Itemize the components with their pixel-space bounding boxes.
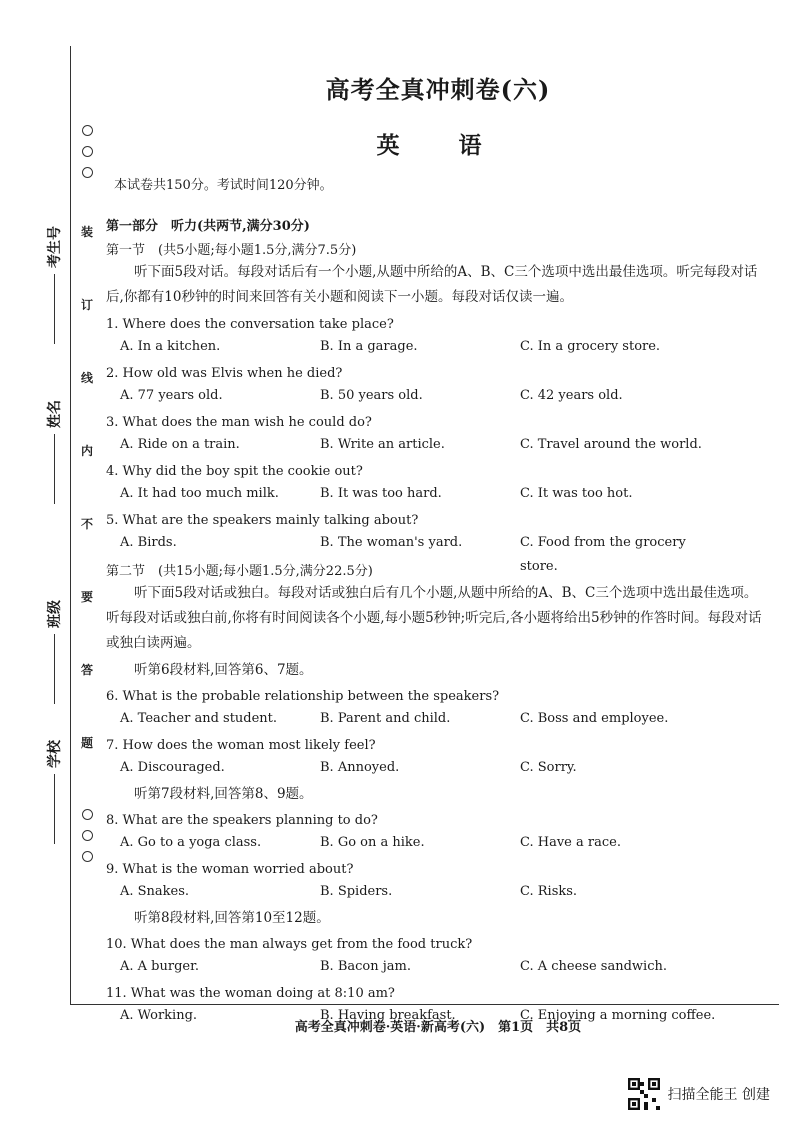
answer-option[interactable]: C. Risks. xyxy=(520,884,578,899)
field-label: 班级 xyxy=(47,600,63,628)
answer-option[interactable]: C. Food from the grocery store. xyxy=(520,535,686,574)
answer-option[interactable]: B. Go on a hike. xyxy=(320,835,425,850)
question-stem: 4. Why did the boy spit the cookie out? xyxy=(106,464,363,479)
answer-options xyxy=(106,707,770,731)
question-item xyxy=(106,364,770,408)
question-stem: 3. What does the man wish he could do? xyxy=(106,415,372,430)
field-label: 学校 xyxy=(47,740,63,768)
page-footer: 高考全真冲刺卷·英语·新高考(六) 第1页 共8页 xyxy=(294,1020,582,1035)
question-item xyxy=(106,860,770,904)
answer-option[interactable]: A. Go to a yoga class. xyxy=(120,835,262,850)
binding-char: 装 xyxy=(80,225,93,239)
answer-option[interactable]: B. In a garage. xyxy=(320,339,418,354)
question-stem: 1. Where does the conversation take place? xyxy=(106,317,394,332)
question-list xyxy=(106,935,770,1028)
question-item xyxy=(106,413,770,457)
answer-option[interactable]: C. Boss and employee. xyxy=(520,711,669,726)
answer-option[interactable]: B. Write an article. xyxy=(320,437,445,452)
exam-intro: 本试卷共150分。考试时间120分钟。 xyxy=(114,178,333,193)
page-title: 高考全真冲刺卷(六) xyxy=(325,75,551,104)
answer-option[interactable]: C. 42 years old. xyxy=(520,388,623,403)
answer-option[interactable]: A. Ride on a train. xyxy=(120,437,240,452)
answer-option[interactable]: A. 77 years old. xyxy=(120,388,223,403)
answer-option[interactable]: C. Enjoying a morning coffee. xyxy=(520,1008,716,1023)
answer-option[interactable]: A. In a kitchen. xyxy=(120,339,221,354)
material-note: 听第6段材料,回答第6、7题。 xyxy=(134,662,313,678)
question-stem: 5. What are the speakers mainly talking about? xyxy=(106,513,419,528)
field-exam-number[interactable] xyxy=(44,226,64,350)
part-title: 第一部分 听力(共两节,满分30分) xyxy=(106,219,310,234)
answer-option[interactable]: B. Annoyed. xyxy=(320,760,400,775)
question-list xyxy=(106,811,770,904)
section-instructions: 听下面5段对话或独白。每段对话或独白后有几个小题,从题中所给的A、B、C三个选项中选出最佳选项。听每段对话或独白前,你将有时间阅读各个小题,每小题5秒钟;听完后,各小题将给出5秒钟的作答时间。每段对话或独白读两遍。 xyxy=(106,585,762,651)
answer-options xyxy=(106,831,770,855)
material-note: 听第8段材料,回答第10至12题。 xyxy=(134,910,330,926)
answer-option[interactable]: A. Working. xyxy=(120,1008,198,1023)
question-item xyxy=(106,462,770,506)
binding-char: 线 xyxy=(80,371,93,385)
answer-option[interactable]: C. In a grocery store. xyxy=(520,339,661,354)
answer-option[interactable]: C. Have a race. xyxy=(520,835,621,850)
binding-char: 答 xyxy=(80,663,93,677)
scanner-label: 扫描全能王 创建 xyxy=(667,1087,770,1103)
answer-option[interactable]: A. Discouraged. xyxy=(120,760,225,775)
exam-content xyxy=(106,70,770,1028)
binding-char: 要 xyxy=(80,590,93,604)
scanner-watermark xyxy=(628,1078,770,1110)
answer-option[interactable]: A. A burger. xyxy=(120,959,200,974)
answer-option[interactable]: B. 50 years old. xyxy=(320,388,423,403)
answer-option[interactable]: C. It was too hot. xyxy=(520,486,633,501)
answer-option[interactable]: C. Travel around the world. xyxy=(520,437,702,452)
answer-options xyxy=(106,955,770,979)
field-rule xyxy=(53,434,55,504)
answer-options xyxy=(106,335,770,359)
field-class[interactable] xyxy=(44,600,64,710)
answer-options xyxy=(106,482,770,506)
answer-option[interactable]: C. A cheese sandwich. xyxy=(520,959,667,974)
subject-title: 英 语 xyxy=(376,132,500,159)
question-stem: 7. How does the woman most likely feel? xyxy=(106,738,376,753)
field-rule xyxy=(53,634,55,704)
question-item xyxy=(106,935,770,979)
answer-option[interactable]: B. The woman's yard. xyxy=(320,535,463,550)
question-item xyxy=(106,315,770,359)
question-stem: 10. What does the man always get from the food truck? xyxy=(106,937,473,952)
question-list xyxy=(106,687,770,780)
field-rule xyxy=(53,274,55,344)
binding-char: 不 xyxy=(80,517,93,531)
answer-options xyxy=(106,433,770,457)
binding-margin xyxy=(0,0,70,1124)
answer-option[interactable]: A. Birds. xyxy=(120,535,177,550)
material-note: 听第7段材料,回答第8、9题。 xyxy=(134,786,313,802)
question-item xyxy=(106,687,770,731)
field-label: 姓名 xyxy=(47,400,63,428)
answer-options xyxy=(106,384,770,408)
answer-option[interactable]: B. Bacon jam. xyxy=(320,959,411,974)
answer-option[interactable]: C. Sorry. xyxy=(520,760,577,775)
question-stem: 11. What was the woman doing at 8:10 am? xyxy=(106,986,395,1001)
answer-option[interactable]: B. Having breakfast. xyxy=(320,1008,456,1023)
answer-option[interactable]: B. Parent and child. xyxy=(320,711,451,726)
question-stem: 6. What is the probable relationship between the speakers? xyxy=(106,689,500,704)
section-title: 第一节 (共5小题;每小题1.5分,满分7.5分) xyxy=(106,243,357,258)
binding-char: 订 xyxy=(80,298,93,312)
binding-char: 题 xyxy=(80,736,93,750)
qr-code-icon xyxy=(628,1078,660,1110)
field-label: 考生号 xyxy=(47,226,63,268)
binding-char: 内 xyxy=(80,444,93,458)
field-name[interactable] xyxy=(44,400,64,510)
question-stem: 8. What are the speakers planning to do? xyxy=(106,813,378,828)
answer-option[interactable]: B. Spiders. xyxy=(320,884,393,899)
question-item xyxy=(106,736,770,780)
question-item xyxy=(106,811,770,855)
section-title: 第二节 (共15小题;每小题1.5分,满分22.5分) xyxy=(106,564,373,579)
field-rule xyxy=(53,774,55,844)
answer-options xyxy=(106,756,770,780)
field-school[interactable] xyxy=(44,740,64,850)
answer-option[interactable]: A. It had too much milk. xyxy=(120,486,279,501)
answer-options xyxy=(106,880,770,904)
question-stem: 9. What is the woman worried about? xyxy=(106,862,354,877)
answer-option[interactable]: A. Snakes. xyxy=(120,884,190,899)
answer-option[interactable]: A. Teacher and student. xyxy=(120,711,278,726)
section-instructions: 听下面5段对话。每段对话后有一个小题,从题中所给的A、B、C三个选项中选出最佳选项。听完每段对话后,你都有10秒钟的时间来回答有关小题和阅读下一小题。每段对话仅读一遍。 xyxy=(106,264,758,305)
question-stem: 2. How old was Elvis when he died? xyxy=(106,366,343,381)
answer-option[interactable]: B. It was too hard. xyxy=(320,486,442,501)
